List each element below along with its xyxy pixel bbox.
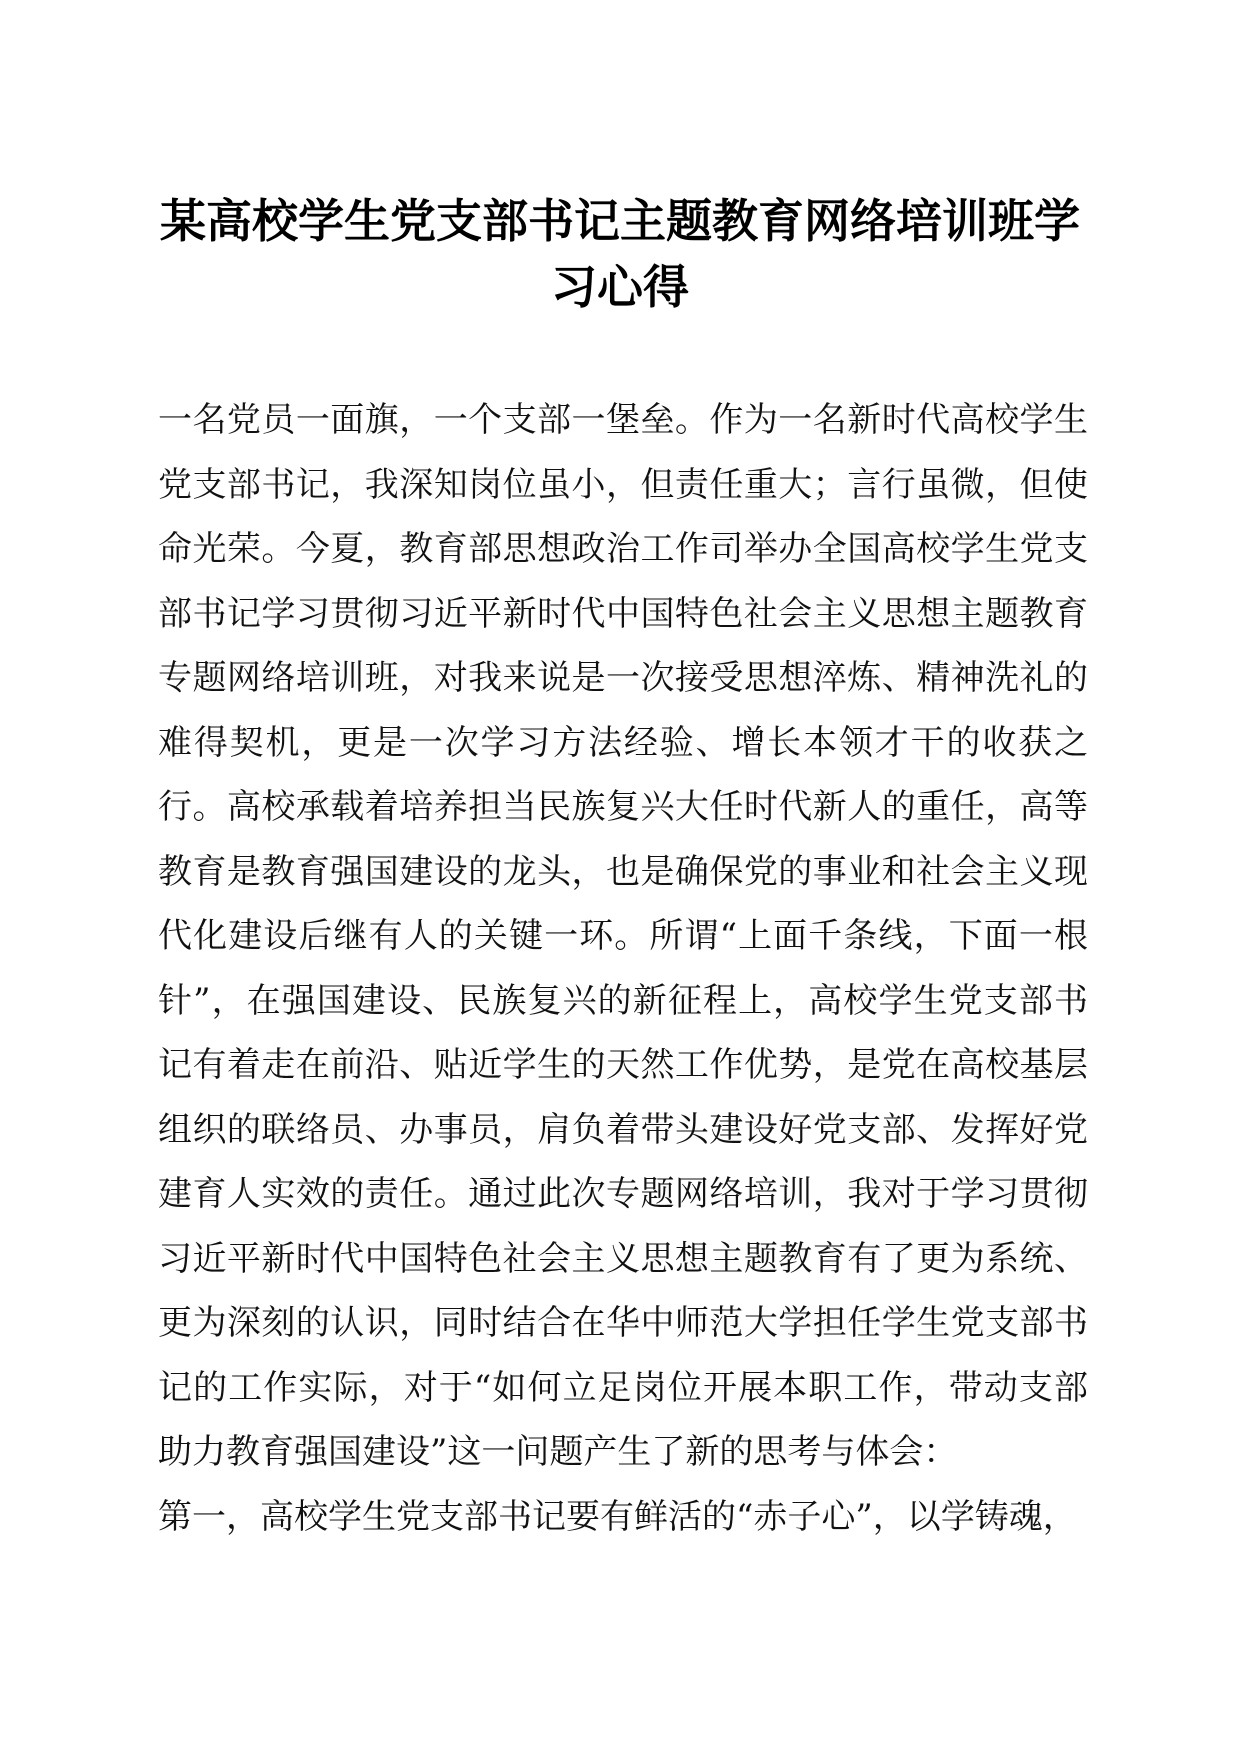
- document-body: [158, 388, 1088, 1549]
- document-title: 某高校学生党支部书记主题教育网络培训班学习心得: [160, 194, 1080, 314]
- paragraph-intro: 一名党员一面旗，一个支部一堡垒。作为一名新时代高校学生党支部书记，我深知岗位虽小，但责任重大；言行虽微，但使命光荣。今夏，教育部思想政治工作司举办全国高校学生党支部书记学习贯彻习近平新时代中国特色社会主义思想主题教育专题网络培训班，对我来说是一次接受思想淬炼、精神洗礼的难得契机，更是一次学习方法经验、增长本领才干的收获之行。高校承载着培养担当民族复兴大任时代新人的重任，高等教育是教育强国建设的龙头，也是确保党的事业和社会主义现代化建设后继有人的关键一环。所谓“上面千条线，下面一根针”，在强国建设、民族复兴的新征程上，高校学生党支部书记有着走在前沿、贴近学生的天然工作优势，是党在高校基层组织的联络员、办事员，肩负着带头建设好党支部、发挥好党建育人实效的责任。通过此次专题网络培训，我对于学习贯彻习近平新时代中国特色社会主义思想主题教育有了更为系统、更为深刻的认识，同时结合在华中师范大学担任学生党支部书记的工作实际，对于“如何立足岗位开展本职工作，带动支部助力教育强国建设”这一问题产生了新的思考与体会：: [158, 400, 1088, 1472]
- paragraph-first-point: 第一，高校学生党支部书记要有鲜活的“赤子心”，以学铸魂，: [158, 1496, 1077, 1537]
